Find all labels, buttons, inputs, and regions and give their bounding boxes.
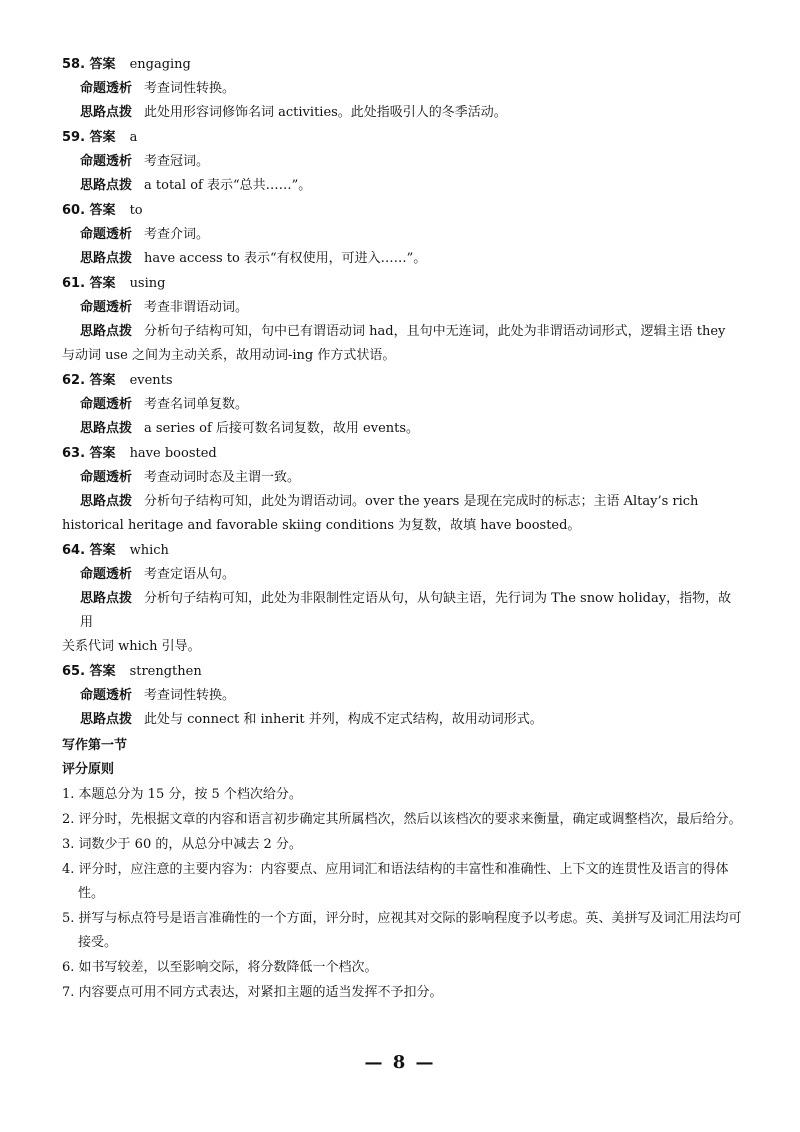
tip-continuation: 与动词 use 之间为主动关系，故用动词-ing 作方式状语。 bbox=[62, 348, 396, 363]
answer-content bbox=[62, 52, 742, 1005]
answer-header bbox=[62, 199, 742, 223]
rule-item: 1. 本题总分为 15 分，按 5 个档次给分。 bbox=[62, 787, 302, 802]
tip-row bbox=[62, 101, 742, 125]
question-number: 59. 答案 bbox=[62, 130, 116, 145]
tip-continuation: 关系代词 which 引导。 bbox=[62, 639, 201, 654]
answer-header bbox=[62, 539, 742, 563]
intent-label: 命题透析 bbox=[80, 470, 133, 485]
tip-label: 思路点拨 bbox=[80, 251, 133, 266]
tip-label: 思路点拨 bbox=[80, 494, 133, 509]
intent-label: 命题透析 bbox=[80, 154, 133, 169]
tip-row bbox=[62, 587, 742, 635]
tip-label: 思路点拨 bbox=[80, 324, 133, 339]
intent-label: 命题透析 bbox=[80, 227, 133, 242]
intent-text: 考查动词时态及主谓一致。 bbox=[144, 470, 301, 485]
intent-label: 命题透析 bbox=[80, 567, 133, 582]
answer-header bbox=[62, 126, 742, 150]
question-number: 60. 答案 bbox=[62, 203, 116, 218]
tip-label: 思路点拨 bbox=[80, 421, 133, 436]
question-number: 62. 答案 bbox=[62, 373, 116, 388]
intent-row bbox=[62, 466, 742, 490]
answer-text: which bbox=[129, 543, 169, 558]
answer-text: have boosted bbox=[129, 446, 217, 461]
tip-text: 分析句子结构可知，此处为非限制性定语从句，从句缺主语，先行词为 The snow holiday，指物，故用 bbox=[80, 591, 732, 630]
tip-row bbox=[62, 708, 742, 732]
rule-item: 4. 评分时，应注意的主要内容为：内容要点、应用词汇和语法结构的丰富性和准确性、上下文的连贯性及语言的得体性。 bbox=[62, 862, 729, 901]
answer-item bbox=[62, 369, 742, 441]
answer-text: strengthen bbox=[129, 664, 202, 679]
tip-label: 思路点拨 bbox=[80, 178, 133, 193]
intent-row bbox=[62, 150, 742, 174]
intent-row bbox=[62, 77, 742, 101]
question-number: 65. 答案 bbox=[62, 664, 116, 679]
intent-label: 命题透析 bbox=[80, 397, 133, 412]
rule-item: 3. 词数少于 60 的，从总分中减去 2 分。 bbox=[62, 837, 302, 852]
tip-label: 思路点拨 bbox=[80, 105, 133, 120]
tip-label: 思路点拨 bbox=[80, 712, 133, 727]
answer-item bbox=[62, 660, 742, 732]
tip-row bbox=[62, 174, 742, 198]
answer-text: using bbox=[129, 276, 166, 291]
intent-row bbox=[62, 393, 742, 417]
rule-item: 2. 评分时，先根据文章的内容和语言初步确定其所属档次，然后以该档次的要求来衡量，确定或调整档次，最后给分。 bbox=[62, 812, 742, 827]
tip-row bbox=[62, 320, 742, 344]
answer-header bbox=[62, 272, 742, 296]
answer-header bbox=[62, 53, 742, 77]
answer-text: engaging bbox=[129, 57, 191, 72]
tip-text: have access to 表示“有权使用，可进入……”。 bbox=[144, 251, 427, 266]
rule-item: 5. 拼写与标点符号是语言准确性的一个方面，评分时，应视其对交际的影响程度予以考虑。英、美拼写及词汇用法均可接受。 bbox=[62, 911, 742, 950]
intent-text: 考查非谓语动词。 bbox=[144, 300, 249, 315]
section-title: 写作第一节 bbox=[62, 738, 128, 753]
intent-text: 考查名词单复数。 bbox=[144, 397, 249, 412]
question-number: 63. 答案 bbox=[62, 446, 116, 461]
answer-header bbox=[62, 660, 742, 684]
intent-row bbox=[62, 223, 742, 247]
rule-item: 6. 如书写较差，以至影响交际，将分数降低一个档次。 bbox=[62, 960, 378, 975]
intent-row bbox=[62, 296, 742, 320]
tip-text: 分析句子结构可知，句中已有谓语动词 had，且句中无连词，此处为非谓语动词形式，逻辑主语 they bbox=[144, 324, 726, 339]
intent-label: 命题透析 bbox=[80, 688, 133, 703]
tip-row bbox=[62, 417, 742, 441]
answer-text: to bbox=[129, 203, 143, 218]
page-number: — 8 — bbox=[364, 1052, 436, 1073]
intent-text: 考查冠词。 bbox=[144, 154, 210, 169]
rule-item: 7. 内容要点可用不同方式表达，对紧扣主题的适当发挥不予扣分。 bbox=[62, 985, 443, 1000]
tip-text: 分析句子结构可知，此处为谓语动词。over the years 是现在完成时的标志；主语 Altay’s rich bbox=[144, 494, 699, 509]
tip-row bbox=[62, 247, 742, 271]
intent-text: 考查词性转换。 bbox=[144, 81, 236, 96]
answer-item bbox=[62, 199, 742, 271]
intent-label: 命题透析 bbox=[80, 81, 133, 96]
rules-title: 评分原则 bbox=[62, 762, 115, 777]
intent-text: 考查词性转换。 bbox=[144, 688, 236, 703]
intent-row bbox=[62, 563, 742, 587]
intent-label: 命题透析 bbox=[80, 300, 133, 315]
intent-text: 考查定语从句。 bbox=[144, 567, 236, 582]
answer-item bbox=[62, 53, 742, 125]
tip-continuation: historical heritage and favorable skiing conditions 为复数，故填 have boosted。 bbox=[62, 518, 581, 533]
intent-row bbox=[62, 684, 742, 708]
answer-item bbox=[62, 539, 742, 659]
tip-label: 思路点拨 bbox=[80, 591, 133, 606]
question-number: 64. 答案 bbox=[62, 543, 116, 558]
answer-item bbox=[62, 442, 742, 538]
answer-item bbox=[62, 126, 742, 198]
tip-text: a series of 后接可数名词复数，故用 events。 bbox=[144, 421, 420, 436]
tip-row bbox=[62, 490, 742, 514]
answer-text: a bbox=[129, 130, 138, 145]
answer-text: events bbox=[129, 373, 173, 388]
tip-text: 此处与 connect 和 inherit 并列，构成不定式结构，故用动词形式。 bbox=[144, 712, 543, 727]
answer-header bbox=[62, 442, 742, 466]
tip-text: a total of 表示“总共……”。 bbox=[144, 178, 312, 193]
answer-header bbox=[62, 369, 742, 393]
intent-text: 考查介词。 bbox=[144, 227, 210, 242]
answer-item bbox=[62, 272, 742, 368]
tip-text: 此处用形容词修饰名词 activities。此处指吸引人的冬季活动。 bbox=[144, 105, 507, 120]
question-number: 58. 答案 bbox=[62, 57, 116, 72]
question-number: 61. 答案 bbox=[62, 276, 116, 291]
